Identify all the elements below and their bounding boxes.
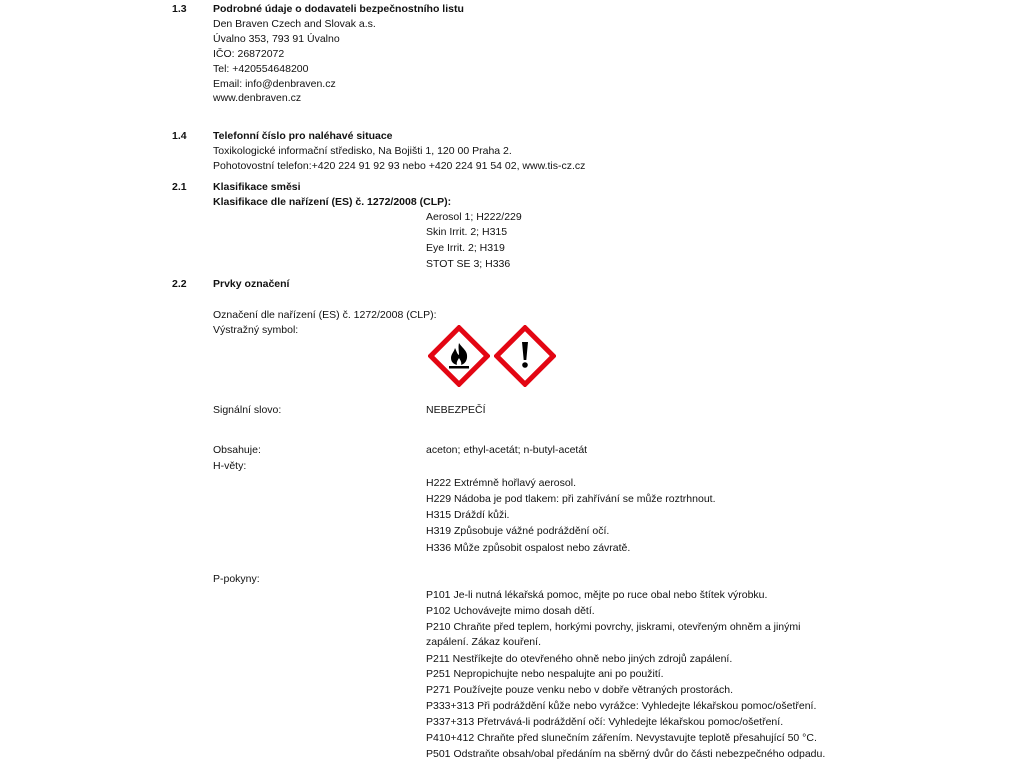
h-statements-label: H-věty: [213,460,247,472]
section-heading: Klasifikace směsi [213,181,301,193]
h-statement: H315 Dráždí kůži. [426,509,510,521]
flame-pictogram-icon [428,325,490,387]
p-statement: P337+313 Přetrvává-li podráždění očí: Vyhledejte lékařskou pomoc/ošetření. [426,716,784,728]
emergency-line: Toxikologické informační středisko, Na Bojišti 1, 120 00 Praha 2. [213,145,512,157]
p-statement: P251 Nepropichujte nebo nespalujte ani po použití. [426,668,664,680]
classification-item: STOT SE 3; H336 [426,258,511,270]
p-statement-continuation: zapálení. Zákaz kouření. [426,636,541,648]
p-statement: P210 Chraňte před teplem, horkými povrchy, jiskrami, otevřeným ohněm a jinými [426,621,801,633]
section-heading: Podrobné údaje o dodavateli bezpečnostního listu [213,3,464,15]
p-statement: P101 Je-li nutná lékařská pomoc, mějte po ruce obal nebo štítek výrobku. [426,589,768,601]
p-statement: P501 Odstraňte obsah/obal předáním na sběrný dvůr do části nebezpečného odpadu. [426,748,826,760]
classification-item: Eye Irrit. 2; H319 [426,242,505,254]
p-statement: P271 Používejte pouze venku nebo v dobře větraných prostorách. [426,684,734,696]
classification-item: Skin Irrit. 2; H315 [426,226,508,238]
symbol-label: Výstražný symbol: [213,324,299,336]
supplier-website: www.denbraven.cz [213,92,302,104]
section-number: 2.2 [172,278,187,290]
h-statement: H229 Nádoba je pod tlakem: při zahřívání se může roztrhnout. [426,493,716,505]
p-statement: P410+412 Chraňte před slunečním zářením. Nevystavujte teplotě přesahující 50 °C. [426,732,817,744]
h-statement: H336 Může způsobit ospalost nebo závratě. [426,542,631,554]
signal-word-label: Signální slovo: [213,404,282,416]
section-heading: Prvky označení [213,278,290,290]
classification-item: Aerosol 1; H222/229 [426,211,522,223]
supplier-line: Den Braven Czech and Slovak a.s. [213,18,376,30]
p-statements-label: P-pokyny: [213,573,260,585]
section-number: 1.3 [172,3,187,15]
supplier-email: Email: info@denbraven.cz [213,78,336,90]
section-number: 2.1 [172,181,187,193]
section-subheading: Klasifikace dle nařízení (ES) č. 1272/2008 (CLP): [213,196,452,208]
exclamation-pictogram-icon [494,325,556,387]
p-statement: P211 Nestříkejte do otevřeného ohně nebo jiných zdrojů zapálení. [426,653,733,665]
clp-label: Označení dle nařízení (ES) č. 1272/2008 (CLP): [213,309,437,321]
p-statement: P333+313 Při podráždění kůže nebo vyrážce: Vyhledejte lékařskou pomoc/ošetření. [426,700,817,712]
supplier-line: IČO: 26872072 [213,48,285,60]
section-number: 1.4 [172,130,187,142]
section-heading: Telefonní číslo pro naléhavé situace [213,130,393,142]
contains-value: aceton; ethyl-acetát; n-butyl-acetát [426,444,588,456]
h-statement: H319 Způsobuje vážné podráždění očí. [426,525,610,537]
h-statement: H222 Extrémně hořlavý aerosol. [426,477,576,489]
contains-label: Obsahuje: [213,444,261,456]
emergency-line: Pohotovostní telefon:+420 224 91 92 93 nebo +420 224 91 54 02, www.tis-cz.cz [213,160,586,172]
signal-word-value: NEBEZPEČÍ [426,404,486,416]
supplier-line: Úvalno 353, 793 91 Úvalno [213,33,340,45]
p-statement: P102 Uchovávejte mimo dosah dětí. [426,605,595,617]
supplier-line: Tel: +420554648200 [213,63,309,75]
